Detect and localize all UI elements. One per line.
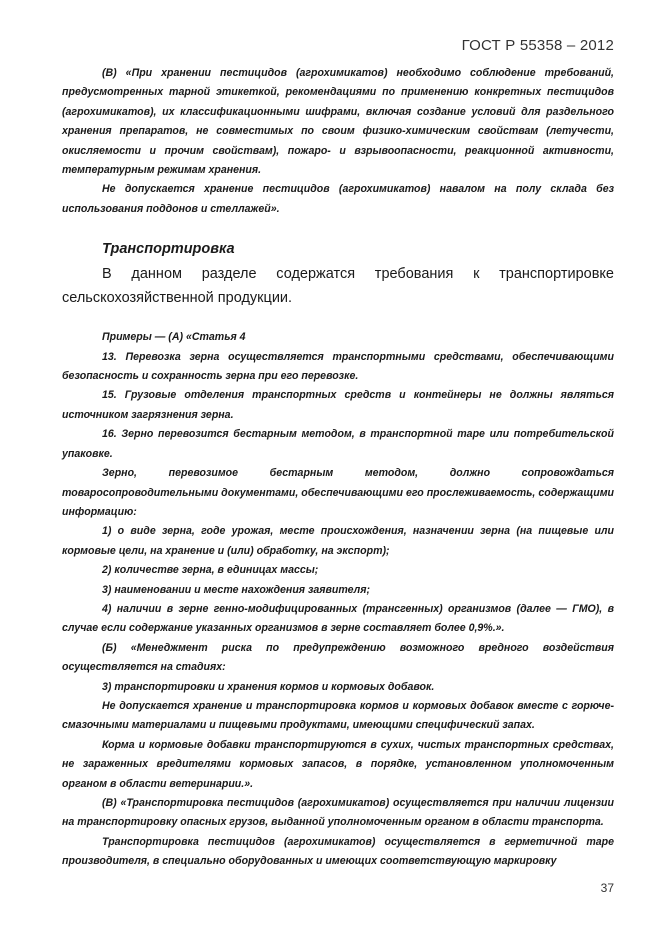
spacer xyxy=(62,310,614,328)
example-paragraph: 13. Перевозка зерна осуществляется транспортными средствами, обеспечивающими безопасность и сохранность зерна при его перевозке. xyxy=(62,350,614,383)
example-paragraph: (В) «Транспортировка пестицидов (агрохимикатов) осуществляется при наличии лицензии на транспортировку опасных грузов, выданной уполномоченным органом в области транспорта. xyxy=(62,797,614,829)
example-paragraph: 16. Зерно перевозится бестарным методом, в транспортной таре или потребительской упаковке. xyxy=(62,428,614,460)
example-list-item: 3) транспортировки и хранения кормов и кормовых добавок. xyxy=(102,680,435,693)
example-paragraph: Зерно, перевозимое бестарным методом, должно сопровождаться товаросопроводительными документами, обеспечивающими его прослеживаемость, содержащими информацию: xyxy=(62,467,614,518)
example-paragraph: Не допускается хранение и транспортировка кормов и кормовых добавок вместе с горюче-смазочными материалами и пищевыми продуктами, имеющими специфический запах. xyxy=(62,699,614,732)
section-title: Транспортировка xyxy=(102,241,235,258)
example-paragraph: Транспортировка пестицидов (агрохимикатов) осуществляется в герметичной таре производителя, в специально оборудованных и имеющих соответствующую маркировку xyxy=(62,835,614,868)
example-list-item: 4) наличии в зерне генно-модифицированных (трансгенных) организмов (далее — ГМО), в случае если содержание указанных организмов в зерне составляет более 0,9%.». xyxy=(62,602,614,635)
example-list-item: 3) наименовании и месте нахождения заявителя; xyxy=(102,583,371,596)
page-number: 37 xyxy=(600,881,614,895)
section-intro: В данном разделе содержатся требования к транспортировке сельскохозяйственной продукции. xyxy=(62,266,614,307)
example-paragraph: Корма и кормовые добавки транспортируются в сухих, чистых транспортных средствах, не зараженных вредителями кормовых запасов, в порядке, установленном уполномоченным органом в области ветеринарии.». xyxy=(62,738,614,790)
example-list-item: 1) о виде зерна, годе урожая, месте происхождения, назначении зерна (на пищевые или кормовые цели, на хранение и (или) обработку, на экспорт); xyxy=(62,525,614,557)
example-label: Примеры — (А) «Статья 4 xyxy=(102,331,246,344)
example-list-item: 2) количестве зерна, в единицах массы; xyxy=(102,564,319,577)
document-header: ГОСТ Р 55358 – 2012 xyxy=(461,37,614,54)
storage-paragraph: (В) «При хранении пестицидов (агрохимикатов) необходимо соблюдение требований, предусмотренных тарной этикеткой, рекомендациями по применению конкретных пестицидов (агрохимикатов), их классификационными шифрами, включая создание условий для раздельного хранения препаратов, не совместимых по своим физико-химическим свойствам (летучести, окисляемости и прочим свойствам), пожаро- и взрывоопасности, реакционной активности, температурным режимам хранения. xyxy=(62,67,614,177)
storage-paragraph: Не допускается хранение пестицидов (агрохимикатов) навалом на полу склада без использования поддонов и стеллажей». xyxy=(62,183,614,215)
example-paragraph: (Б) «Менеджмент риска по предупреждению возможного вредного воздействия осуществляется на стадиях: xyxy=(62,641,614,674)
example-paragraph: 15. Грузовые отделения транспортных средств и контейнеры не должны являться источником загрязнения зерна. xyxy=(62,389,614,421)
page-content xyxy=(62,64,614,872)
